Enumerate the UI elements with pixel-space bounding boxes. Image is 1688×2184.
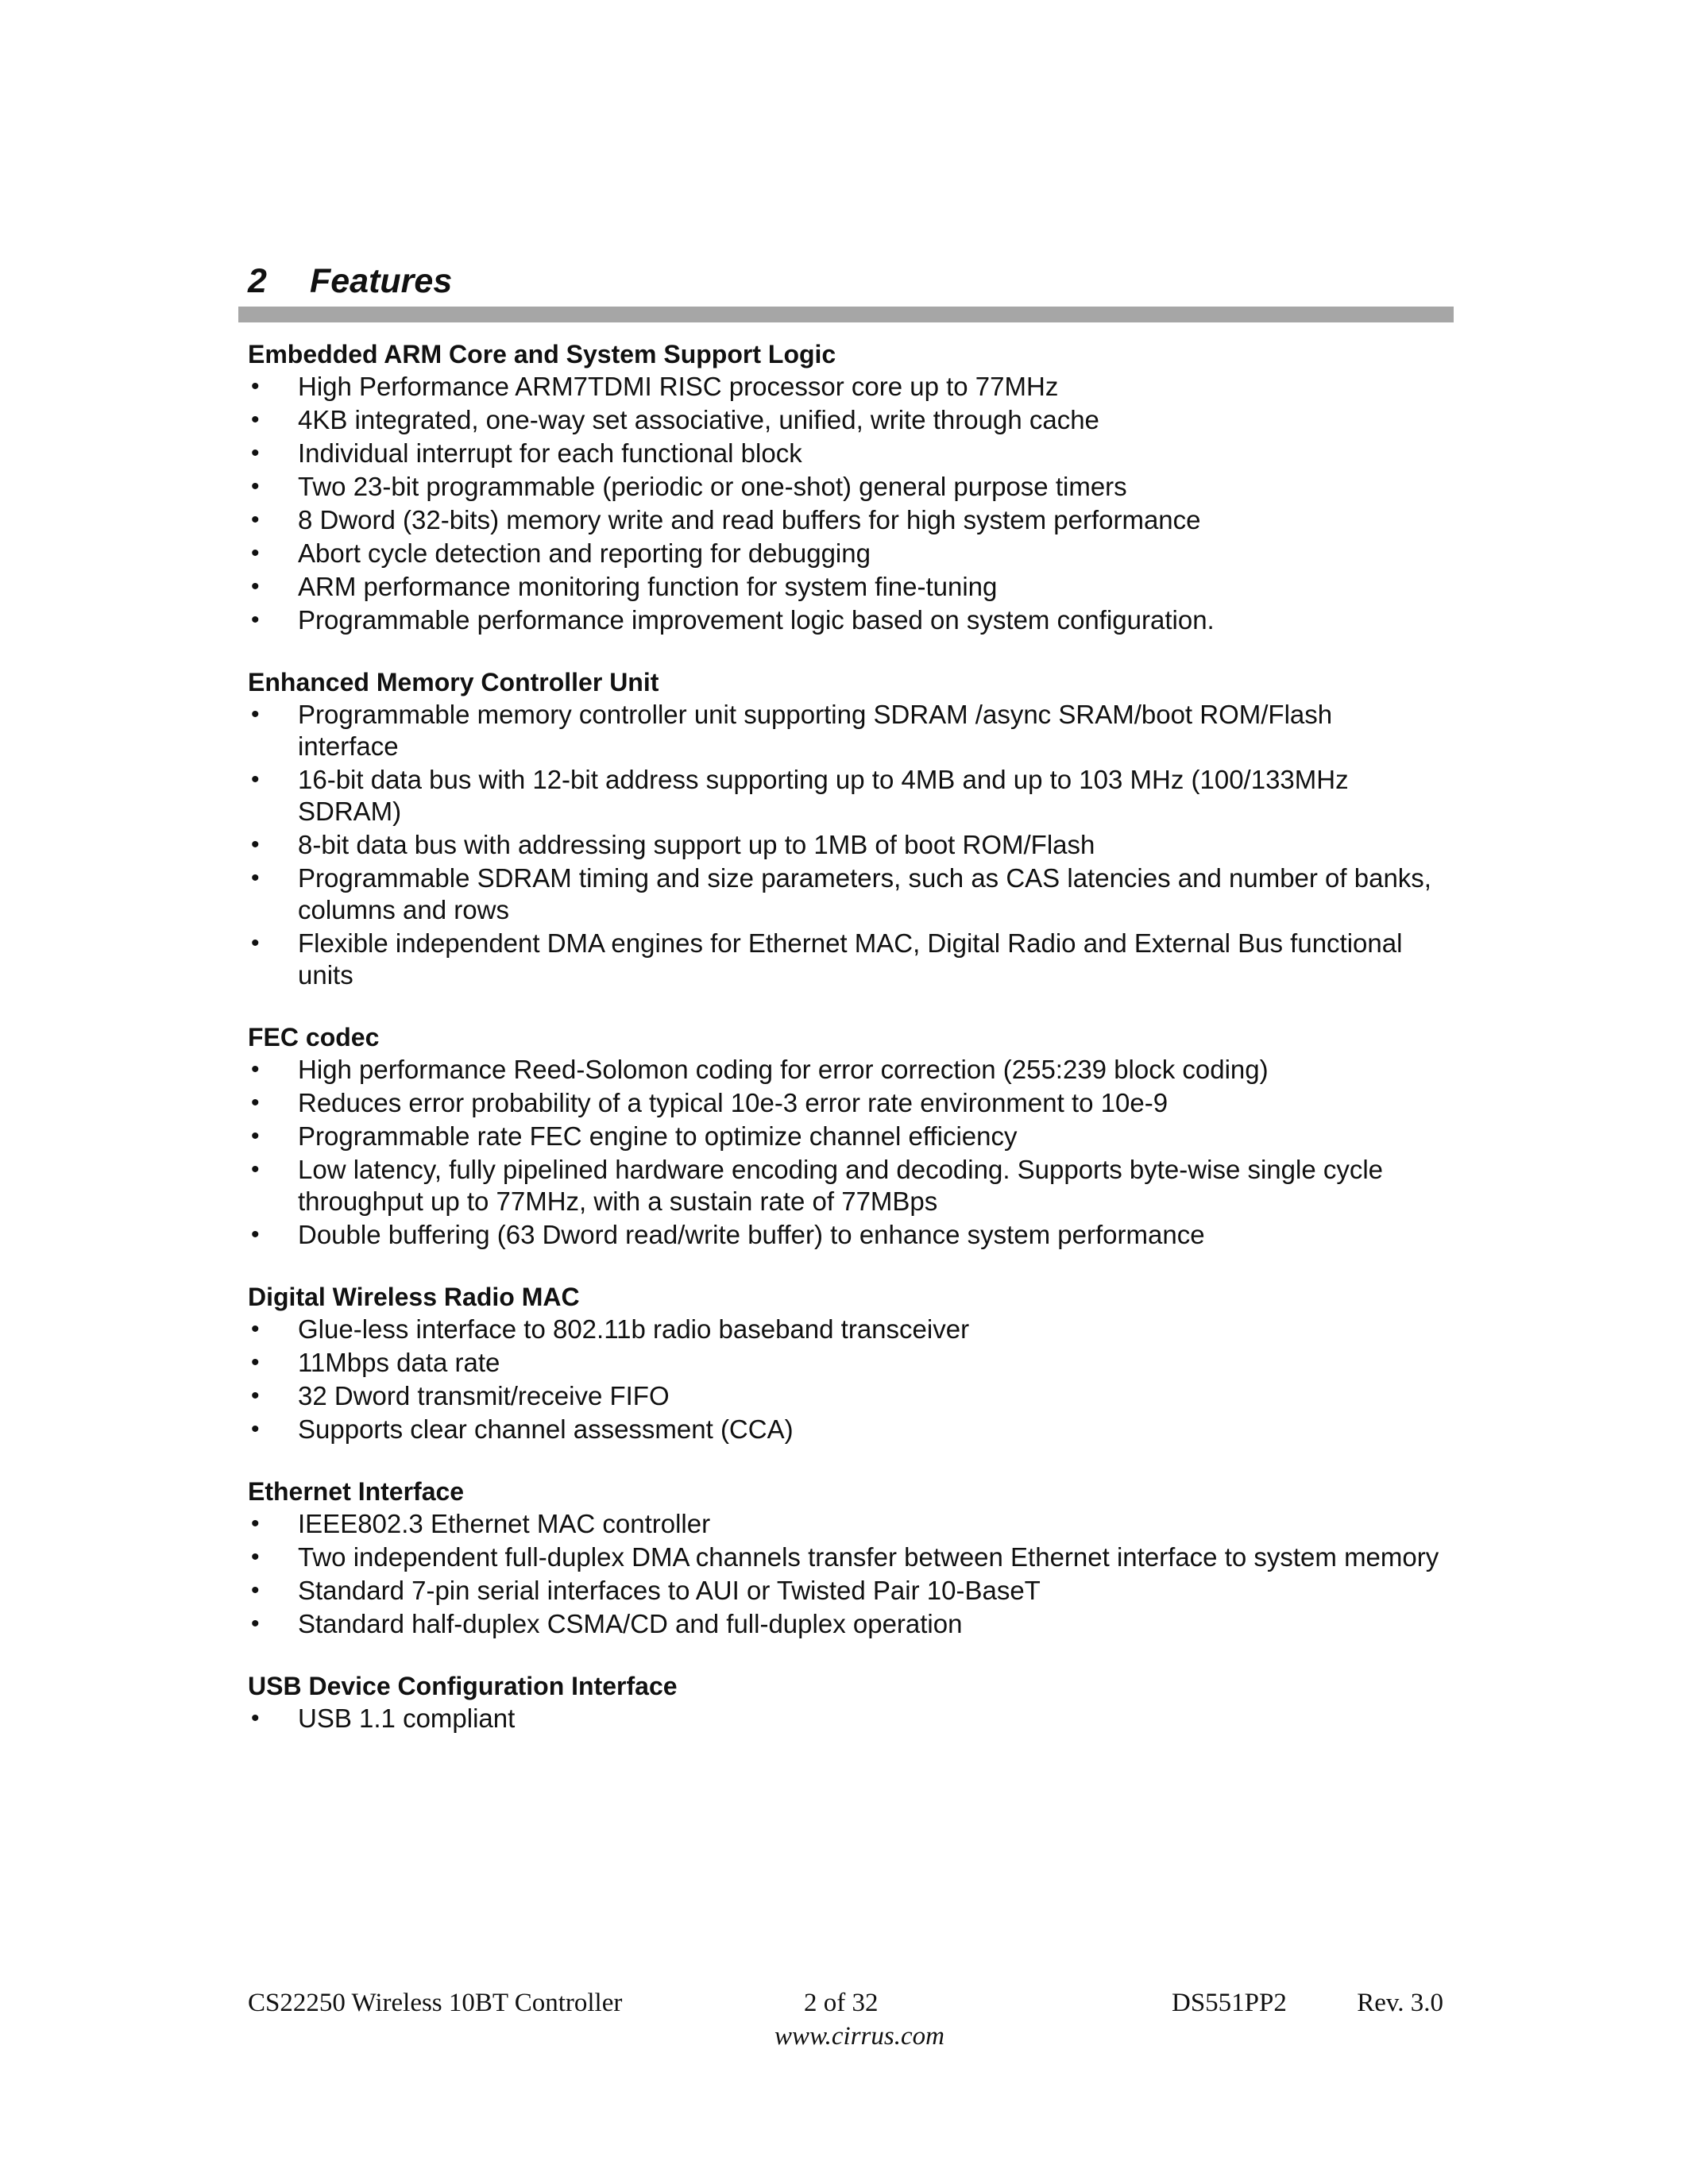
item-text: Individual interrupt for each functional block: [298, 438, 802, 468]
item-text: 4KB integrated, one-way set associative, unified, write through cache: [298, 405, 1099, 434]
list-item: [248, 371, 1439, 403]
item-text: Programmable rate FEC engine to optimize channel efficiency: [298, 1121, 1018, 1151]
list-item: [248, 1542, 1439, 1573]
list-item: [248, 1508, 1439, 1540]
list-item: [248, 862, 1439, 926]
list-item: [248, 471, 1439, 503]
feature-group-fec-codec: [248, 1021, 1439, 1251]
bullet-icon: •: [251, 766, 260, 793]
list-item: [248, 1314, 1439, 1345]
bullet-icon: •: [251, 1056, 260, 1082]
item-text: 32 Dword transmit/receive FIFO: [298, 1381, 670, 1410]
bullet-icon: •: [251, 573, 260, 600]
feature-group-ethernet-interface: [248, 1475, 1439, 1640]
item-text: 11Mbps data rate: [298, 1348, 500, 1377]
item-text: 8-bit data bus with addressing support up to 1MB of boot ROM/Flash: [298, 830, 1095, 859]
feature-list: [248, 1508, 1439, 1640]
bullet-icon: •: [251, 1349, 260, 1376]
bullet-icon: •: [251, 930, 260, 956]
bullet-icon: •: [251, 1156, 260, 1183]
list-item: [248, 1608, 1439, 1640]
feature-group-wireless-radio-mac: [248, 1280, 1439, 1445]
item-text: Standard half-duplex CSMA/CD and full-duplex operation: [298, 1609, 963, 1638]
item-text: USB 1.1 compliant: [298, 1704, 516, 1733]
list-item: [248, 1347, 1439, 1379]
bullet-icon: •: [251, 1577, 260, 1603]
footer-revision: Rev. 3.0: [1357, 1989, 1443, 2017]
item-text: Two independent full-duplex DMA channels transfer between Ethernet interface to system memory: [298, 1542, 1439, 1572]
footer-website: www.cirrus.com: [774, 2022, 944, 2051]
item-text: Abort cycle detection and reporting for debugging: [298, 538, 871, 568]
feature-list: [248, 1703, 1439, 1734]
list-item: [248, 438, 1439, 469]
feature-group-arm-core: [248, 338, 1439, 636]
item-text: Programmable performance improvement logic based on system configuration.: [298, 605, 1215, 635]
features-content: [248, 338, 1439, 1764]
group-title: Digital Wireless Radio MAC: [248, 1283, 580, 1311]
item-text: Glue-less interface to 802.11b radio baseband transceiver: [298, 1314, 970, 1344]
list-item: [248, 1219, 1439, 1251]
list-item: [248, 1414, 1439, 1445]
list-item: [248, 1380, 1439, 1412]
bullet-icon: •: [251, 1705, 260, 1731]
list-item: [248, 1121, 1439, 1152]
bullet-icon: •: [251, 540, 260, 566]
footer-product: CS22250 Wireless 10BT Controller: [248, 1989, 623, 2017]
bullet-icon: •: [251, 407, 260, 433]
list-item: [248, 571, 1439, 603]
item-text: Reduces error probability of a typical 10e-3 error rate environment to 10e-9: [298, 1088, 1168, 1117]
bullet-icon: •: [251, 1221, 260, 1248]
heading-rule: [238, 307, 1454, 322]
item-text: ARM performance monitoring function for system fine-tuning: [298, 572, 998, 601]
item-text: Standard 7-pin serial interfaces to AUI or Twisted Pair 10-BaseT: [298, 1576, 1041, 1605]
feature-group-memory-controller: [248, 666, 1439, 991]
footer-doc-id: DS551PP2: [1172, 1989, 1287, 2017]
item-text: Programmable SDRAM timing and size parameters, such as CAS latencies and number of banks, columns and rows: [298, 863, 1431, 924]
list-item: [248, 928, 1439, 991]
list-item: [248, 699, 1439, 762]
feature-group-usb-interface: [248, 1669, 1439, 1734]
bullet-icon: •: [251, 1611, 260, 1637]
bullet-icon: •: [251, 607, 260, 633]
item-text: Low latency, fully pipelined hardware encoding and decoding. Supports byte-wise single cycle throughput up to 77MHz, with a sustain rate of 77MBps: [298, 1155, 1384, 1216]
section-title: Features: [310, 262, 453, 300]
section-number: 2: [248, 262, 267, 300]
bullet-icon: •: [251, 1511, 260, 1537]
item-text: Flexible independent DMA engines for Ethernet MAC, Digital Radio and External Bus functional units: [298, 928, 1403, 990]
bullet-icon: •: [251, 1090, 260, 1116]
group-title: Ethernet Interface: [248, 1477, 465, 1506]
bullet-icon: •: [251, 473, 260, 500]
group-title: Embedded ARM Core and System Support Logic: [248, 340, 836, 369]
list-item: [248, 538, 1439, 569]
bullet-icon: •: [251, 1416, 260, 1442]
item-text: Programmable memory controller unit supporting SDRAM /async SRAM/boot ROM/Flash interface: [298, 700, 1333, 761]
section-heading: [248, 257, 452, 305]
group-title: USB Device Configuration Interface: [248, 1672, 678, 1700]
group-title: Enhanced Memory Controller Unit: [248, 668, 659, 696]
bullet-icon: •: [251, 865, 260, 891]
item-text: IEEE802.3 Ethernet MAC controller: [298, 1509, 711, 1538]
list-item: [248, 1087, 1439, 1119]
item-text: 16-bit data bus with 12-bit address supporting up to 4MB and up to 103 MHz (100/133MHz SDRAM): [298, 765, 1349, 826]
item-text: High performance Reed-Solomon coding for error correction (255:239 block coding): [298, 1055, 1269, 1084]
item-text: High Performance ARM7TDMI RISC processor core up to 77MHz: [298, 372, 1059, 401]
list-item: [248, 764, 1439, 828]
item-text: 8 Dword (32-bits) memory write and read buffers for high system performance: [298, 505, 1201, 534]
list-item: [248, 1154, 1439, 1217]
bullet-icon: •: [251, 507, 260, 533]
footer-page-number: 2 of 32: [804, 1989, 879, 2017]
feature-list: [248, 699, 1439, 991]
bullet-icon: •: [251, 440, 260, 466]
item-text: Double buffering (63 Dword read/write buffer) to enhance system performance: [298, 1220, 1205, 1249]
list-item: [248, 604, 1439, 636]
group-title: FEC codec: [248, 1023, 380, 1051]
bullet-icon: •: [251, 1123, 260, 1149]
bullet-icon: •: [251, 1544, 260, 1570]
feature-list: [248, 1314, 1439, 1445]
list-item: [248, 1703, 1439, 1734]
bullet-icon: •: [251, 701, 260, 727]
list-item: [248, 1054, 1439, 1086]
feature-list: [248, 1054, 1439, 1251]
list-item: [248, 504, 1439, 536]
bullet-icon: •: [251, 1316, 260, 1342]
item-text: Two 23-bit programmable (periodic or one-shot) general purpose timers: [298, 472, 1127, 501]
list-item: [248, 1575, 1439, 1607]
list-item: [248, 404, 1439, 436]
bullet-icon: •: [251, 1383, 260, 1409]
bullet-icon: •: [251, 373, 260, 399]
feature-list: [248, 371, 1439, 636]
list-item: [248, 829, 1439, 861]
bullet-icon: •: [251, 832, 260, 858]
item-text: Supports clear channel assessment (CCA): [298, 1414, 794, 1444]
